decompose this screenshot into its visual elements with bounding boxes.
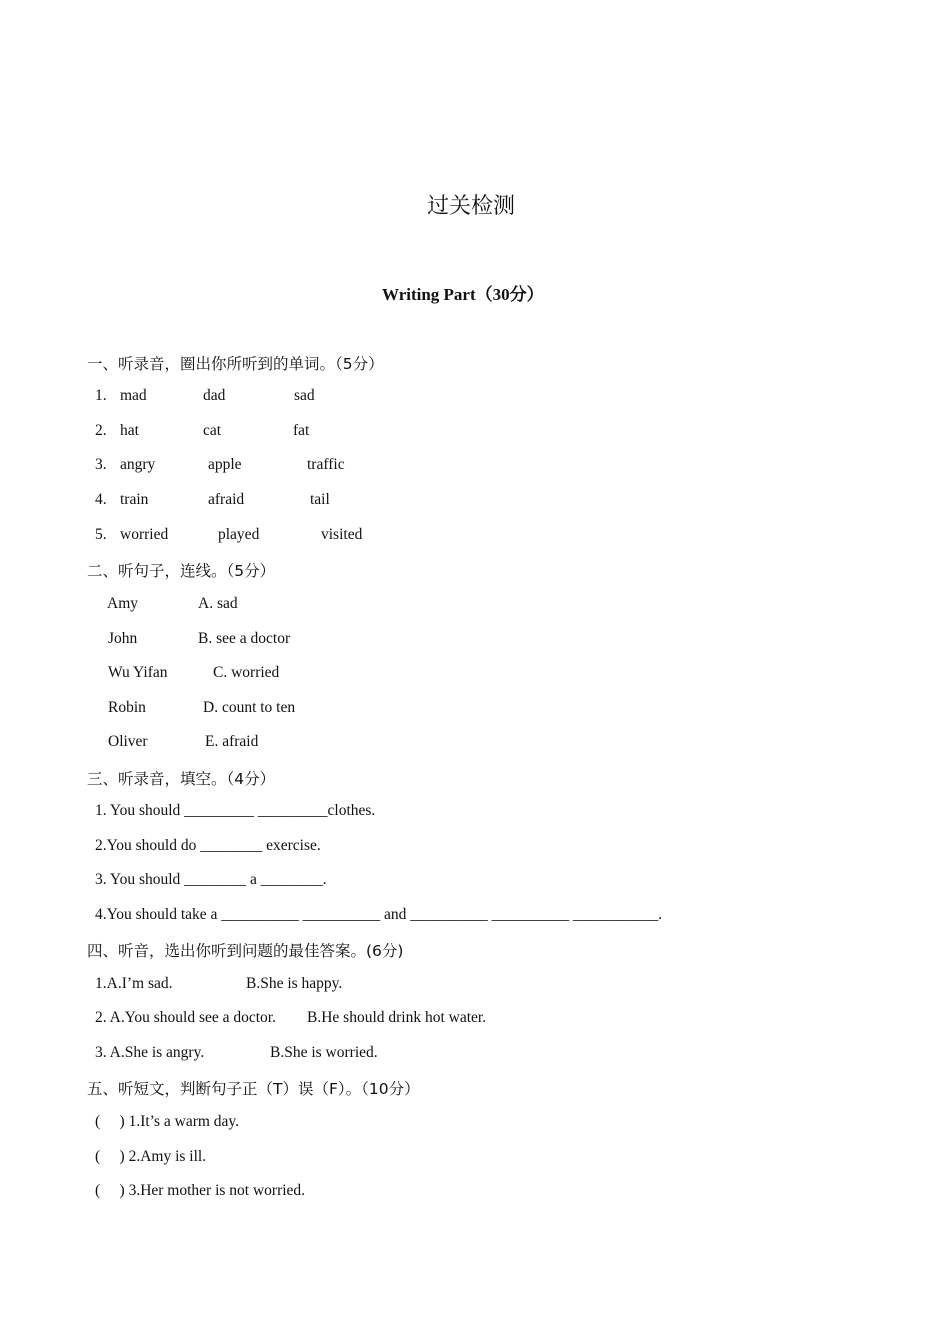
match-option: E. afraid — [205, 733, 259, 750]
section-2-heading: 二、听句子，连线。（5分） — [87, 562, 276, 580]
choice-a: 2. A.You should see a doctor. — [95, 1009, 276, 1026]
word-option: apple — [208, 456, 242, 474]
word-option: cat — [203, 421, 222, 439]
word-option: traffic — [307, 456, 345, 474]
page-subtitle: Writing Part（30分） — [382, 285, 544, 304]
true-false-item: ( ) 3.Her mother is not worried. — [95, 1182, 306, 1199]
true-false-item: ( ) 1.It’s a warm day. — [95, 1113, 240, 1130]
word-option: sad — [294, 387, 315, 404]
page-title: 过关检测 — [427, 194, 516, 219]
choice-a: 1.A.I’m sad. — [95, 975, 173, 992]
true-false-item: ( ) 2.Amy is ill. — [95, 1148, 207, 1165]
match-option: C. worried — [213, 664, 280, 681]
match-name: Wu Yifan — [108, 664, 168, 681]
word-option: train — [120, 491, 149, 509]
choice-a: 3. A.She is angry. — [95, 1044, 205, 1061]
section-3-heading: 三、听录音，填空。（4分） — [87, 770, 276, 788]
choice-b: B.She is worried. — [270, 1044, 378, 1061]
word-option: worried — [120, 525, 169, 543]
item-number: 3. — [95, 456, 107, 474]
word-option: dad — [203, 387, 226, 404]
item-number: 2. — [95, 421, 107, 439]
fill-blank-item: 1. You should _________ _________clothes. — [95, 802, 376, 819]
match-option: B. see a doctor — [198, 629, 291, 647]
section-5-heading: 五、听短文，判断句子正（T）误（F）。（10分） — [87, 1080, 420, 1098]
choice-b: B.She is happy. — [246, 975, 343, 992]
word-option: played — [218, 525, 260, 543]
match-name: Amy — [107, 595, 138, 612]
fill-blank-item: 2.You should do ________ exercise. — [95, 837, 321, 854]
word-option: mad — [120, 387, 147, 404]
word-option: hat — [120, 421, 139, 439]
fill-blank-item: 3. You should ________ a ________. — [95, 871, 327, 888]
item-number: 1. — [95, 387, 107, 404]
fill-blank-item: 4.You should take a __________ __________ and __________ __________ ___________. — [95, 906, 663, 923]
item-number: 4. — [95, 491, 107, 509]
match-option: A. sad — [198, 595, 238, 612]
match-name: John — [108, 629, 138, 647]
section-1-heading: 一、听录音，圈出你所听到的单词。（5分） — [87, 355, 384, 373]
word-option: visited — [321, 525, 363, 543]
match-name: Oliver — [108, 733, 148, 750]
choice-b: B.He should drink hot water. — [307, 1009, 487, 1026]
item-number: 5. — [95, 525, 107, 543]
match-name: Robin — [108, 698, 146, 716]
word-option: tail — [310, 491, 330, 509]
match-option: D. count to ten — [203, 698, 296, 716]
word-option: fat — [293, 421, 310, 439]
word-option: angry — [120, 456, 156, 474]
section-4-heading: 四、听音，选出你听到问题的最佳答案。(6分) — [87, 942, 404, 960]
word-option: afraid — [208, 491, 245, 509]
